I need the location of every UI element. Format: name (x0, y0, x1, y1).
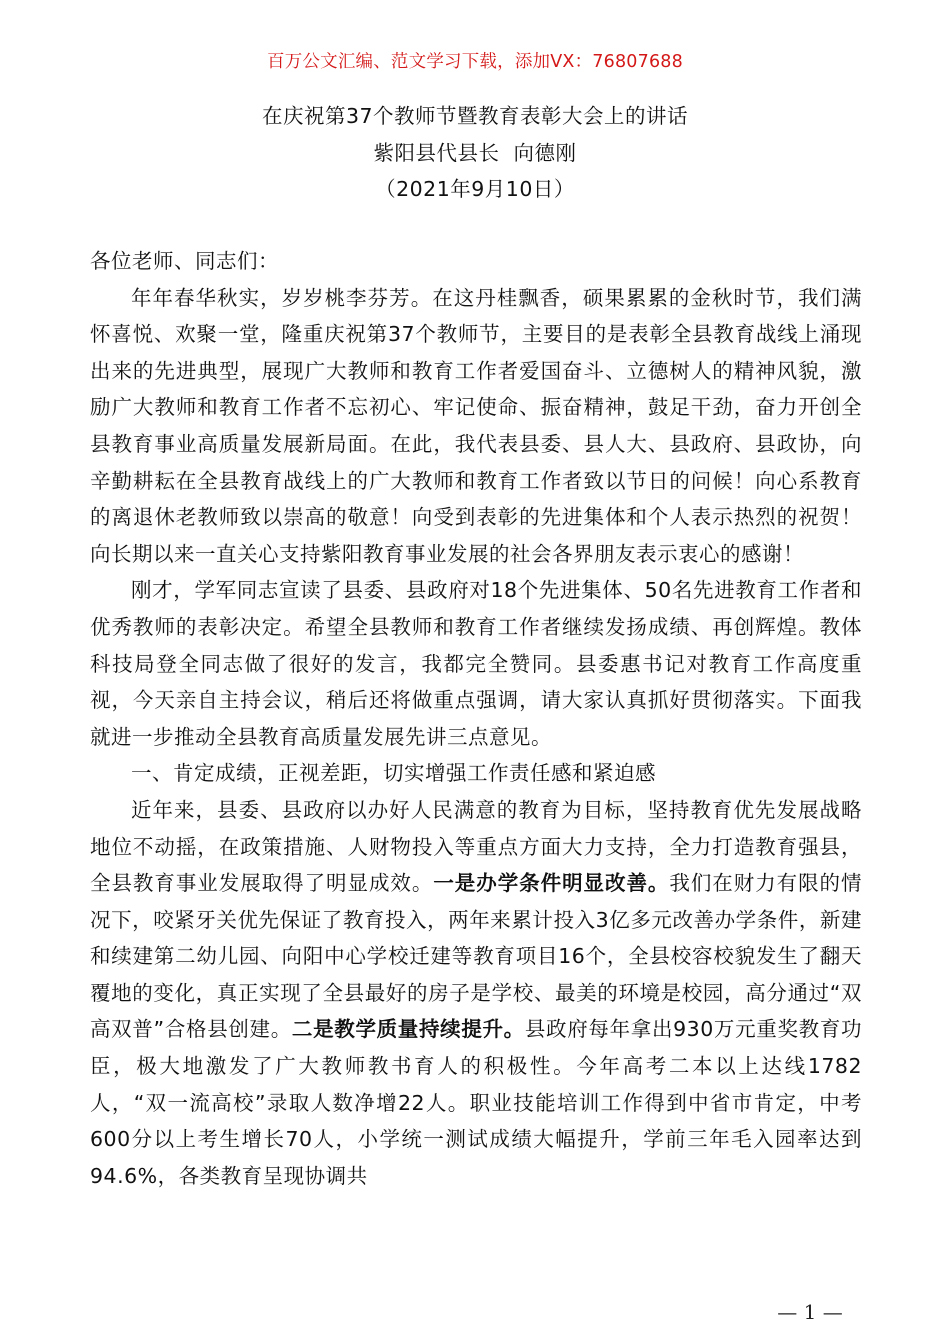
bold-lead-sentence: 一是办学条件明显改善。 (433, 871, 670, 896)
paragraph-text: 我们在财力有限的情况下，咬紧牙关优先保证了教育投入，两年来累计投入3亿多元改善办学条件，新建和续建第二幼儿园、向阳中心学校迁建等教育项目16个，全县校容校貌发生了翻天覆地的变化，真正实现了全县最好的房子是学校、最美的环境是校园，高分通过“双高双普”合格县创建。 (90, 871, 863, 1042)
watermark-header: 百万公文汇编、范文学习下载，添加VX：76807688 (267, 52, 683, 72)
paragraph-text: 近年来，县委、县政府以办好人民满意的教育为目标，坚持教育优先发展战略地位不动摇，在政策措施、人财物投入等重点方面大力支持，全力打造教育强县，全县教育事业发展取得了明显成效。 (90, 797, 862, 896)
salutation: 各位老师、同志们： (90, 249, 279, 273)
speech-title-block (0, 98, 950, 208)
paragraph: 刚才，学军同志宣读了县委、县政府对18个先进集体、50名先进教育工作者和优秀教师的表彰决定。希望全县教师和教育工作者继续发扬成绩、再创辉煌。教体科技局登全同志做了很好的发言，我都完全赞同。县委惠书记对教育工作高度重视，今天亲自主持会议，稍后还将做重点强调，请大家认真抓好贯彻落实。下面我就进一步推动全县教育高质量发展先讲三点意见。 (90, 578, 862, 749)
paragraph (90, 792, 862, 1195)
speech-title: 在庆祝第37个教师节暨教育表彰大会上的讲话 (261, 104, 689, 128)
paragraph: 年年春华秋实，岁岁桃李芬芳。在这丹桂飘香，硕果累累的金秋时节，我们满怀喜悦、欢聚一堂，隆重庆祝第37个教师节，主要目的是表彰全县教育战线上涌现出来的先进典型，展现广大教师和教育工作者爱国奋斗、立德树人的精神风貌，激励广大教师和教育工作者不忘初心、牢记使命、振奋精神，鼓足干劲，奋力开创全县教育事业高质量发展新局面。在此，我代表县委、县人大、县政府、县政协，向辛勤耕耘在全县教育战线上的广大教师和教育工作者致以节日的问候！向心系教育的离退休老教师致以崇高的敬意！向受到表彰的先进集体和个人表示热烈的祝贺！向长期以来一直关心支持紫阳教育事业发展的社会各界朋友表示衷心的感谢！ (90, 285, 862, 566)
section-heading: 一、肯定成绩，正视差距，切实增强工作责任感和紧迫感 (131, 761, 656, 786)
page-number: — 1 — (777, 1300, 843, 1324)
speech-body (90, 243, 862, 1194)
speaker-line: 紫阳县代县长 向德刚 (373, 140, 577, 165)
speech-date: （2021年9月10日） (375, 177, 575, 201)
bold-lead-sentence: 二是教学质量持续提升。 (291, 1017, 525, 1042)
paragraph-text: 县政府每年拿出930万元重奖教育功臣，极大地激发了广大教师教书育人的积极性。今年高考二本以上达线1782人，“双一流高校”录取人数净增22人。职业技能培训工作得到中省市肯定，中考600分以上考生增长70人，小学统一测试成绩大幅提升，学前三年毛入园率达到94.6%，各类教育呈现协调共 (90, 1017, 862, 1188)
